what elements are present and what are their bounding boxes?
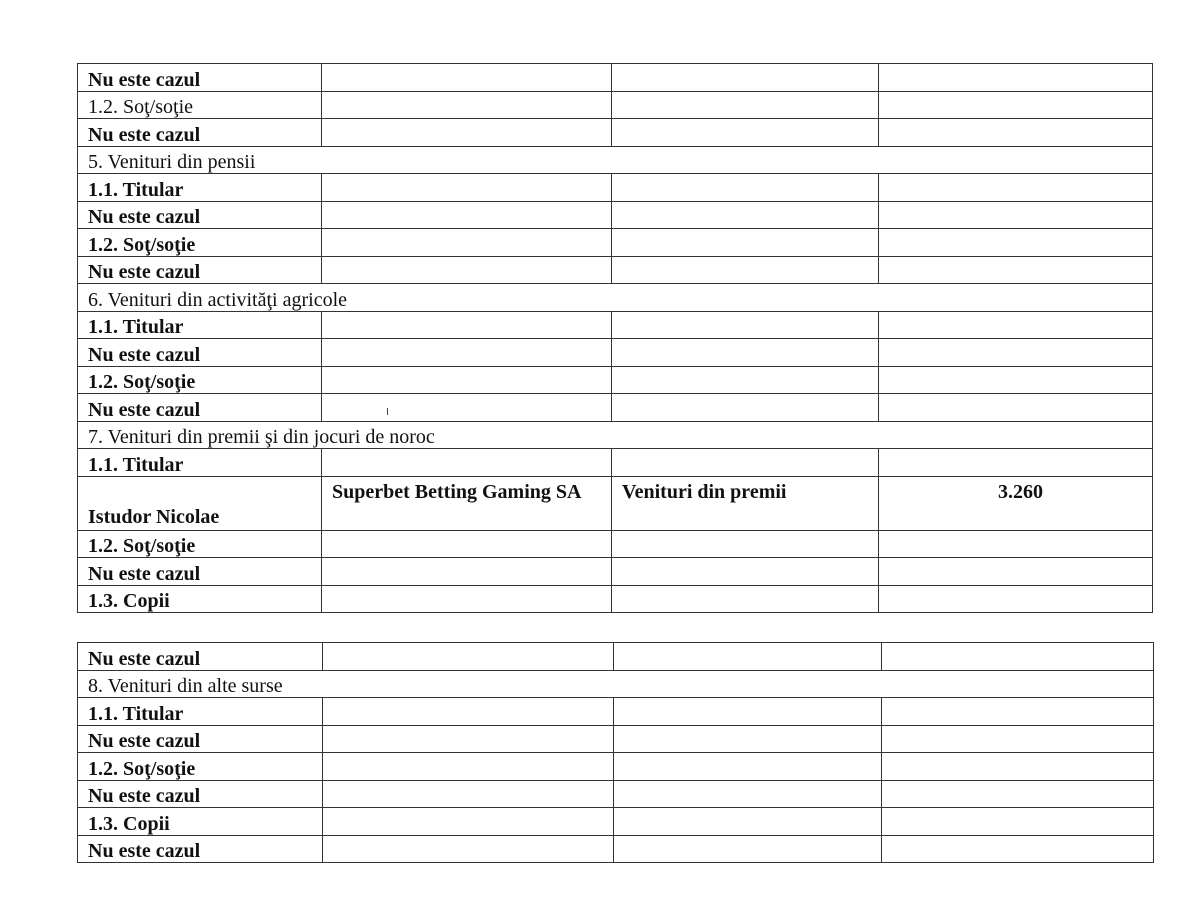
empty-cell [614, 753, 882, 781]
empty-cell [322, 449, 612, 477]
empty-cell [879, 366, 1153, 394]
table-row [78, 339, 1153, 367]
empty-cell [323, 698, 614, 726]
empty-cell [882, 698, 1154, 726]
section-row-agricultural [78, 284, 1153, 312]
empty-cell [882, 725, 1154, 753]
empty-cell [879, 256, 1153, 284]
empty-cell [323, 780, 614, 808]
empty-cell [323, 753, 614, 781]
empty-cell [614, 643, 882, 671]
beneficiary-name: Istudor Nicolae [78, 476, 322, 530]
row-label: Nu este cazul [78, 835, 323, 863]
empty-cell [322, 558, 612, 586]
income-entry-row [78, 476, 1153, 530]
row-label: 1.1. Titular [78, 311, 322, 339]
empty-cell [612, 366, 879, 394]
empty-cell [614, 808, 882, 836]
row-label: Nu este cazul [78, 725, 323, 753]
section-heading: 8. Venituri din alte surse [78, 670, 1154, 698]
empty-cell [612, 229, 879, 257]
empty-cell [879, 449, 1153, 477]
empty-cell [879, 91, 1153, 119]
table-row [78, 725, 1154, 753]
empty-cell [614, 725, 882, 753]
empty-cell [322, 64, 612, 92]
section-row-pensions [78, 146, 1153, 174]
service-provided: Venituri din premii [612, 476, 879, 530]
empty-cell [879, 530, 1153, 558]
empty-cell [879, 174, 1153, 202]
row-label: Nu este cazul [78, 201, 322, 229]
row-label: 1.1. Titular [78, 174, 322, 202]
empty-cell [322, 229, 612, 257]
empty-cell [323, 643, 614, 671]
table-row [78, 394, 1153, 422]
empty-cell [322, 366, 612, 394]
empty-cell [612, 339, 879, 367]
section-heading: 6. Venituri din activităţi agricole [78, 284, 1153, 312]
table-row [78, 229, 1153, 257]
row-label: Nu este cazul [78, 780, 323, 808]
empty-cell [612, 311, 879, 339]
row-label: 1.2. Soţ/soţie [78, 366, 322, 394]
table-row [78, 91, 1153, 119]
row-label: 1.2. Soţ/soţie [78, 229, 322, 257]
section-heading: 5. Venituri din pensii [78, 146, 1153, 174]
row-label: Nu este cazul [78, 256, 322, 284]
row-label: Nu este cazul [78, 643, 323, 671]
row-label: Nu este cazul [78, 558, 322, 586]
table-row [78, 698, 1154, 726]
empty-cell [612, 91, 879, 119]
table-row [78, 530, 1153, 558]
empty-cell [879, 229, 1153, 257]
row-label: Nu este cazul [78, 119, 322, 147]
income-amount: 3.260 [879, 476, 1153, 530]
empty-cell [879, 311, 1153, 339]
table-row [78, 256, 1153, 284]
empty-cell [322, 585, 612, 613]
table-row [78, 449, 1153, 477]
income-table-continued [77, 63, 1153, 613]
row-label: 1.1. Titular [78, 698, 323, 726]
empty-cell [322, 119, 612, 147]
empty-cell [882, 835, 1154, 863]
row-label: 1.2. Soţ/soţie [78, 753, 323, 781]
empty-cell [323, 835, 614, 863]
empty-cell [322, 174, 612, 202]
empty-cell [323, 725, 614, 753]
table-row [78, 174, 1153, 202]
empty-cell [614, 698, 882, 726]
empty-cell [879, 339, 1153, 367]
empty-cell [612, 64, 879, 92]
empty-cell [322, 394, 612, 422]
empty-cell [612, 119, 879, 147]
table-row [78, 366, 1153, 394]
section-heading: 7. Venituri din premii şi din jocuri de noroc [78, 421, 1153, 449]
table-row [78, 808, 1154, 836]
table-row [78, 643, 1154, 671]
empty-cell [612, 174, 879, 202]
empty-cell [882, 780, 1154, 808]
empty-cell [322, 311, 612, 339]
empty-cell [879, 64, 1153, 92]
empty-cell [879, 585, 1153, 613]
empty-cell [322, 339, 612, 367]
income-source: Superbet Betting Gaming SA [322, 476, 612, 530]
table-row [78, 119, 1153, 147]
table-row [78, 835, 1154, 863]
empty-cell [612, 256, 879, 284]
empty-cell [322, 256, 612, 284]
table-row [78, 64, 1153, 92]
table-row [78, 558, 1153, 586]
empty-cell [882, 643, 1154, 671]
empty-cell [612, 449, 879, 477]
empty-cell [322, 530, 612, 558]
section-row-prizes [78, 421, 1153, 449]
empty-cell [322, 91, 612, 119]
section-row-other [78, 670, 1154, 698]
empty-cell [879, 558, 1153, 586]
income-table-other-sources [77, 642, 1154, 863]
row-label: Nu este cazul [78, 64, 322, 92]
row-label: 1.2. Soţ/soţie [78, 530, 322, 558]
table-row [78, 585, 1153, 613]
scan-speck [387, 408, 388, 415]
table-row [78, 753, 1154, 781]
empty-cell [882, 753, 1154, 781]
table-row [78, 780, 1154, 808]
row-label: 1.3. Copii [78, 585, 322, 613]
empty-cell [322, 201, 612, 229]
table-row [78, 201, 1153, 229]
empty-cell [612, 394, 879, 422]
empty-cell [879, 119, 1153, 147]
empty-cell [612, 558, 879, 586]
row-label: 1.1. Titular [78, 449, 322, 477]
table-row [78, 311, 1153, 339]
row-label: 1.2. Soţ/soţie [78, 91, 322, 119]
empty-cell [612, 530, 879, 558]
empty-cell [612, 201, 879, 229]
empty-cell [612, 585, 879, 613]
row-label: Nu este cazul [78, 339, 322, 367]
empty-cell [323, 808, 614, 836]
empty-cell [614, 835, 882, 863]
empty-cell [879, 201, 1153, 229]
empty-cell [879, 394, 1153, 422]
empty-cell [614, 780, 882, 808]
row-label: Nu este cazul [78, 394, 322, 422]
empty-cell [882, 808, 1154, 836]
row-label: 1.3. Copii [78, 808, 323, 836]
